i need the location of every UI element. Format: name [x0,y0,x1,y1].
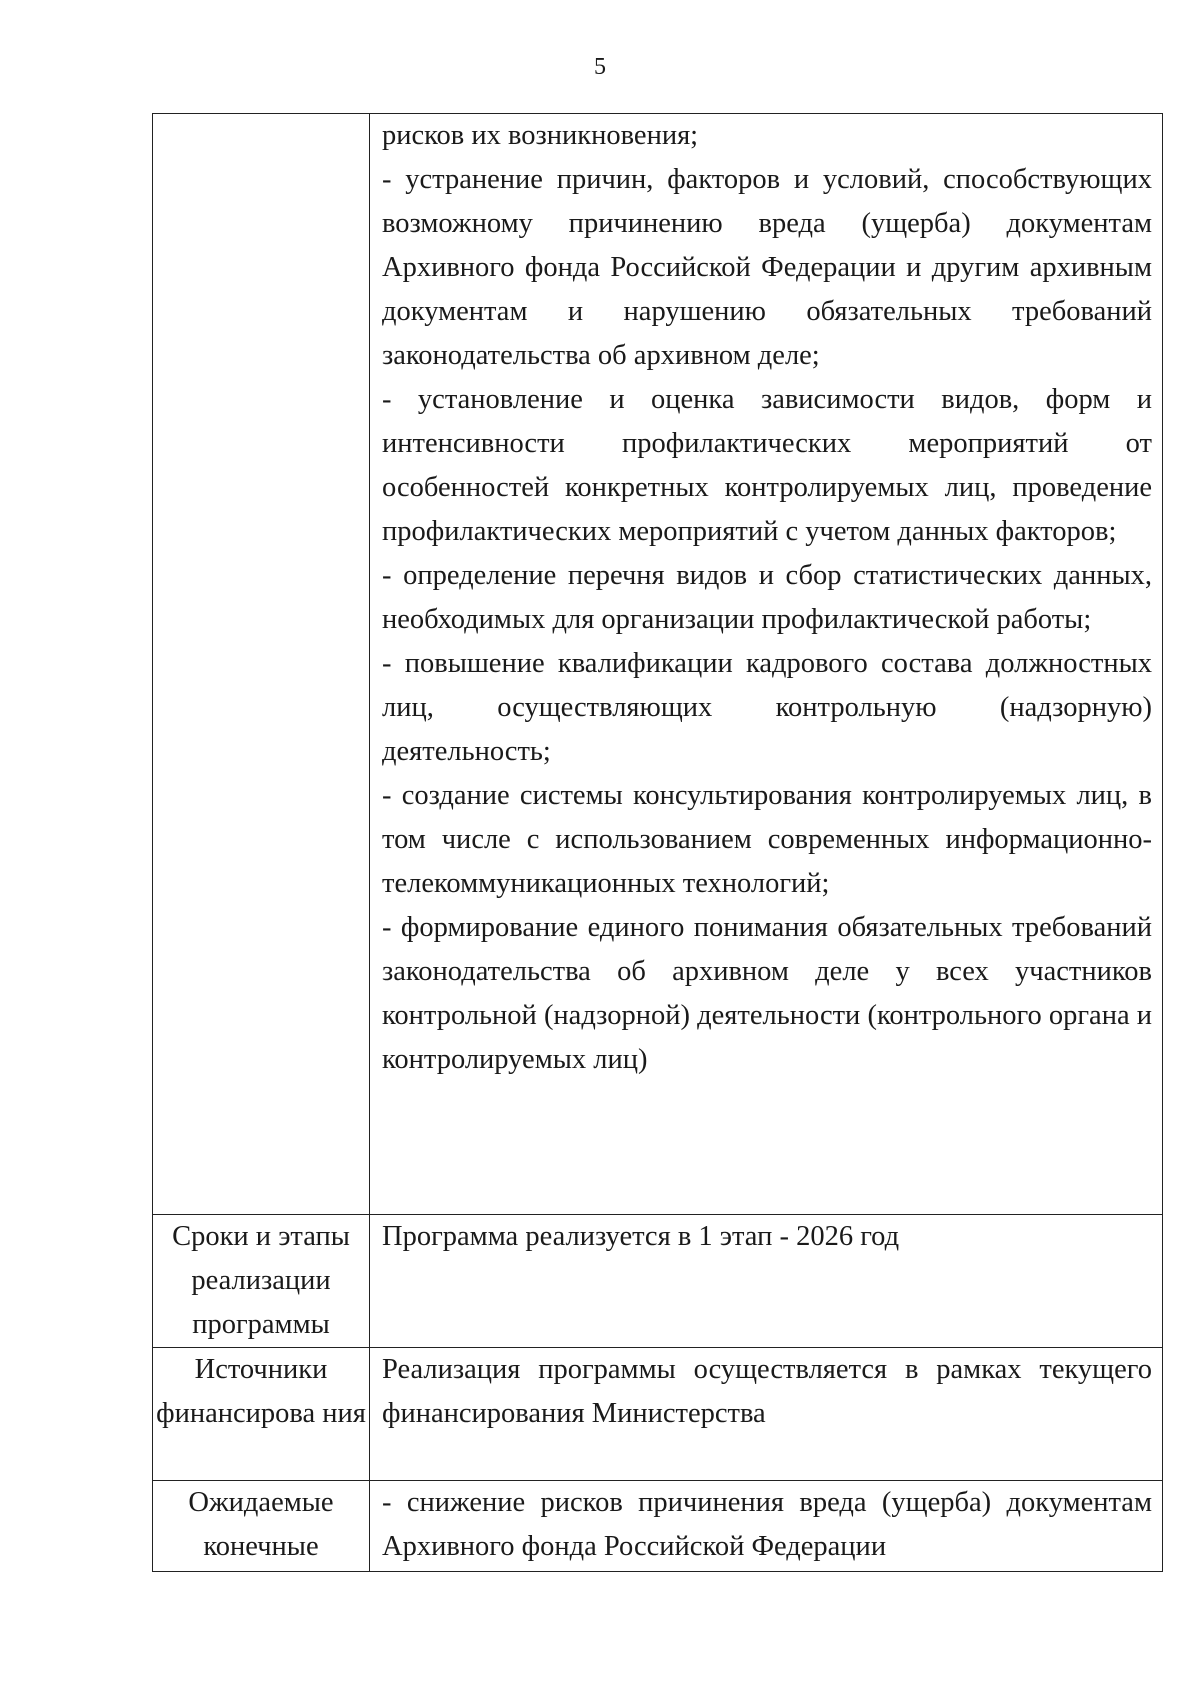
row-label-funding: Источники финансирова ния [153,1348,370,1481]
table-row-funding [153,1348,1163,1481]
terms-text: Программа реализуется в 1 этап - 2026 год [382,1221,900,1252]
funding-text: Реализация программы осуществляется в рамках текущего финансирования Министерства [382,1354,1152,1429]
table-row-terms [153,1215,1163,1348]
row-content-objectives [370,114,1163,1215]
objective-paragraph: - определение перечня видов и сбор статистических данных, необходимых для организации профилактической работы; [382,560,1152,635]
row-content-terms [370,1215,1163,1348]
objective-paragraph: - повышение квалификации кадрового состава должностных лиц, осуществляющих контрольную (надзорную) деятельность; [382,648,1152,767]
table-row-results [153,1481,1163,1572]
page-number: 5 [594,54,606,80]
row-label-results: Ожидаемые конечные [153,1481,370,1572]
results-text: - снижение рисков причинения вреда (ущерба) документам Архивного фонда Российской Федерации [382,1487,1152,1562]
row-content-funding [370,1348,1163,1481]
row-content-results [370,1481,1163,1572]
objective-paragraph: - формирование единого понимания обязательных требований законодательства об архивном деле у всех участников контрольной (надзорной) деятельности (контрольного органа и контролируемых лиц) [382,912,1152,1075]
objective-paragraph: - создание системы консультирования контролируемых лиц, в том числе с использованием современных информационно-телекоммуникационных технологий; [382,780,1152,899]
row-label-terms: Сроки и этапы реализации программы [153,1215,370,1348]
objective-paragraph: - устранение причин, факторов и условий, способствующих возможному причинению вреда (ущерба) документам Архивного фонда Российской Федерации и другим архивным документам и нарушению обязательных требований законодательства об архивном деле; [382,164,1152,371]
objective-paragraph: - установление и оценка зависимости видов, форм и интенсивности профилактических мероприятий от особенностей конкретных контролируемых лиц, проведение профилактических мероприятий с учетом данных факторов; [382,384,1152,547]
table-row-objectives [153,114,1163,1215]
objective-paragraph: рисков их возникновения; [382,120,699,151]
row-label-objectives [153,114,370,1215]
program-passport-table [152,113,1163,1572]
